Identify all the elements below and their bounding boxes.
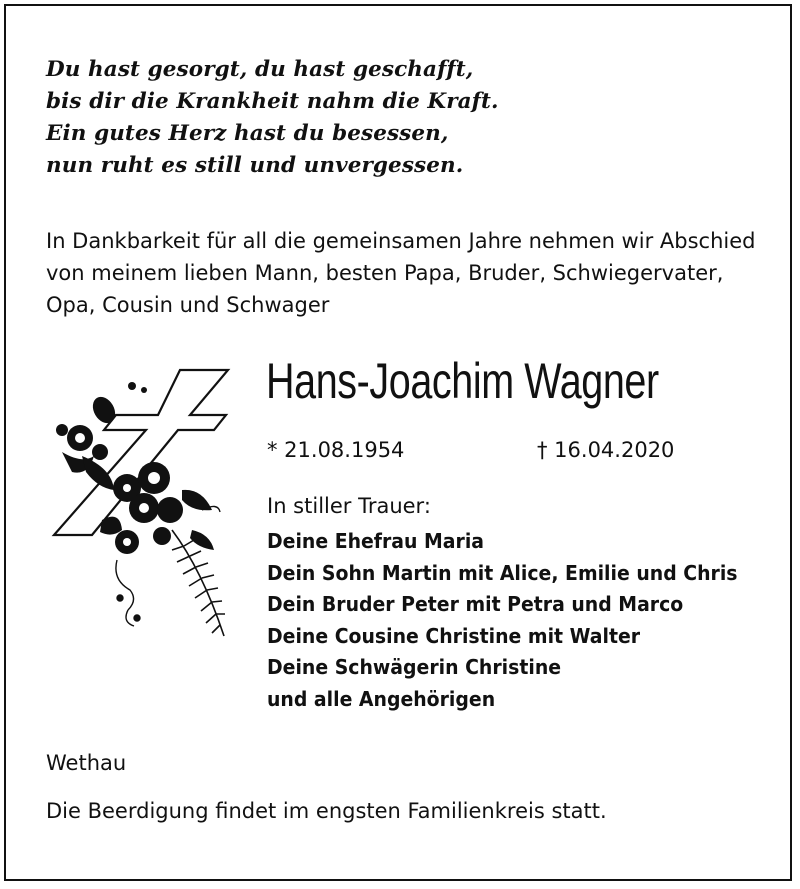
mourner: Dein Sohn Martin mit Alice, Emilie und Chris bbox=[267, 560, 738, 585]
mourner: und alle Angehörigen bbox=[267, 686, 496, 711]
deceased-name: Hans-Joachim Wagner bbox=[266, 353, 659, 409]
mourning-heading: In stiller Trauer: bbox=[267, 494, 431, 518]
intro-text: In Dankbarkeit für all die gemeinsamen Jahre nehmen wir Abschied von meinem lieben Mann, besten Papa, Bruder, Schwiegervater, Opa, Cousin und Schwager bbox=[46, 229, 756, 317]
birth-date: * 21.08.1954 bbox=[267, 438, 405, 462]
mourner: Deine Ehefrau Maria bbox=[267, 529, 485, 553]
fern-frond bbox=[172, 530, 225, 636]
mourner: Deine Cousine Christine mit Walter bbox=[267, 623, 641, 648]
place-name: Wethau bbox=[46, 751, 127, 775]
funeral-note: Die Beerdigung findet im engsten Familienkreis statt. bbox=[46, 799, 607, 823]
mourner: Dein Bruder Peter mit Petra und Marco bbox=[267, 592, 684, 617]
mourner: Deine Schwägerin Christine bbox=[267, 655, 562, 680]
poem-line: nun ruht es still und unvergessen. bbox=[46, 153, 464, 178]
cross-with-roses-icon bbox=[42, 360, 242, 645]
poem bbox=[46, 54, 499, 182]
mourners-list bbox=[267, 526, 778, 716]
poem-line: Ein gutes Herz hast du besessen, bbox=[46, 121, 449, 146]
poem-line: Du hast gesorgt, du hast geschafft, bbox=[46, 57, 474, 82]
death-date: † 16.04.2020 bbox=[537, 438, 675, 462]
poem-line: bis dir die Krankheit nahm die Kraft. bbox=[46, 89, 499, 114]
